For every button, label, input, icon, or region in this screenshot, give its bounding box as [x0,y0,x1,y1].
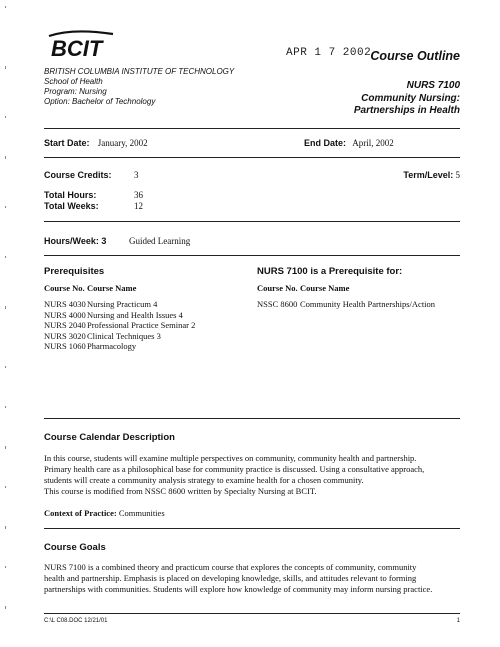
option-name: Option: Bachelor of Technology [44,97,156,106]
course-no: NURS 3020 [44,330,86,341]
text-line: NURS 7100 is a combined theory and practicum course that explores the concepts of community, community [44,562,417,572]
col-course-no: Course No. [257,283,298,293]
context-value: Communities [118,508,165,518]
start-date [44,138,148,148]
school-name: School of Health [44,77,103,86]
course-name: Professional Practice Seminar 2 [87,320,196,331]
institution-name: BRITISH COLUMBIA INSTITUTE OF TECHNOLOGY [44,67,235,76]
table-row [257,299,435,309]
text-line: health and partnership. Emphasis is placed on developing knowledge, skills, and attitudes relevant to forming [44,573,417,583]
col-course-name: Course Name [300,283,350,293]
divider [44,157,460,158]
course-code: NURS 7100 [406,80,460,91]
text-line: students will create a community analysis strategy to examine health for a chosen community. [44,475,364,485]
course-title-block [354,80,460,118]
institution-block [44,67,234,107]
divider [44,613,460,614]
total-hours-value: 36 [134,190,143,200]
table-row [44,310,195,320]
course-no: NURS 1060 [44,341,86,352]
program-name: Program: Nursing [44,87,107,96]
course-name: Nursing Practicum 4 [87,299,158,310]
prerequisites-heading: Prerequisites [44,266,105,277]
end-date [304,138,394,148]
scan-margin-specks [4,6,7,636]
prerequisites-table [44,283,195,351]
table-row [44,320,195,330]
hours-week-value: Guided Learning [129,236,191,246]
course-no: NURS 2040 [44,320,86,331]
prerequisite-for-heading: NURS 7100 is a Prerequisite for: [257,266,403,277]
credits-value: 3 [134,170,139,180]
calendar-description-text [44,453,464,497]
table-row [44,299,195,309]
divider [44,221,460,222]
text-line: This course is modified from NSSC 8600 written by Specialty Nursing at BCIT. [44,486,317,496]
divider [44,128,460,129]
svg-text:BCIT: BCIT [51,36,103,61]
page-number: 1 [456,618,460,624]
bcit-logo [43,30,117,62]
table-header [257,283,435,293]
table-header [44,283,195,293]
text-line: Primary health care as a philosophical base for community practice is discussed. Using a consultative approach, [44,464,425,474]
course-goals-text [44,562,464,595]
course-name: Nursing and Health Issues 4 [87,309,183,320]
context-label: Context of Practice: [44,508,117,518]
calendar-description-heading: Course Calendar Description [44,432,175,443]
course-name: Community Health Partnerships/Action [300,299,436,310]
total-hours-label: Total Hours: [44,190,97,200]
total-weeks-label: Total Weeks: [44,201,99,211]
course-goals-heading: Course Goals [44,542,106,553]
divider [44,528,460,529]
context-of-practice [44,508,165,518]
text-line: partnerships with communities. Students will explore how knowledge of community may inform nursing practice. [44,584,433,594]
document-title: Course Outline [370,49,460,63]
course-no: NSSC 8600 [257,299,298,310]
start-date-value: January, 2002 [97,138,148,148]
table-row [44,331,195,341]
text-line: In this course, students will examine multiple perspectives on community, community health and partnership. [44,453,417,463]
end-date-value: April, 2002 [352,138,394,148]
received-date-stamp: APR 1 7 2002 [286,47,372,59]
term-level-label: Term/Level: [403,170,454,180]
col-course-no: Course No. [44,283,85,293]
course-no: NURS 4000 [44,309,86,320]
total-weeks-value: 12 [134,201,143,211]
term-level [403,170,460,180]
hours-week-label: Hours/Week: 3 [44,236,107,246]
prerequisite-for-table [257,283,435,310]
course-name: Clinical Techniques 3 [87,330,161,341]
course-name: Pharmacology [87,341,137,352]
start-date-label: Start Date: [44,138,90,148]
course-name-line-2: Partnerships in Health [353,105,460,116]
course-no: NURS 4030 [44,299,86,310]
end-date-label: End Date: [304,138,347,148]
divider [44,418,460,419]
footer-filename: C:\L C08.DOC 12/21/01 [44,618,108,624]
course-name-line-1: Community Nursing: [361,92,460,104]
divider [44,255,460,256]
col-course-name: Course Name [87,283,137,293]
credits-label: Course Credits: [44,170,112,180]
table-row [44,341,195,351]
term-level-value: 5 [455,170,460,180]
